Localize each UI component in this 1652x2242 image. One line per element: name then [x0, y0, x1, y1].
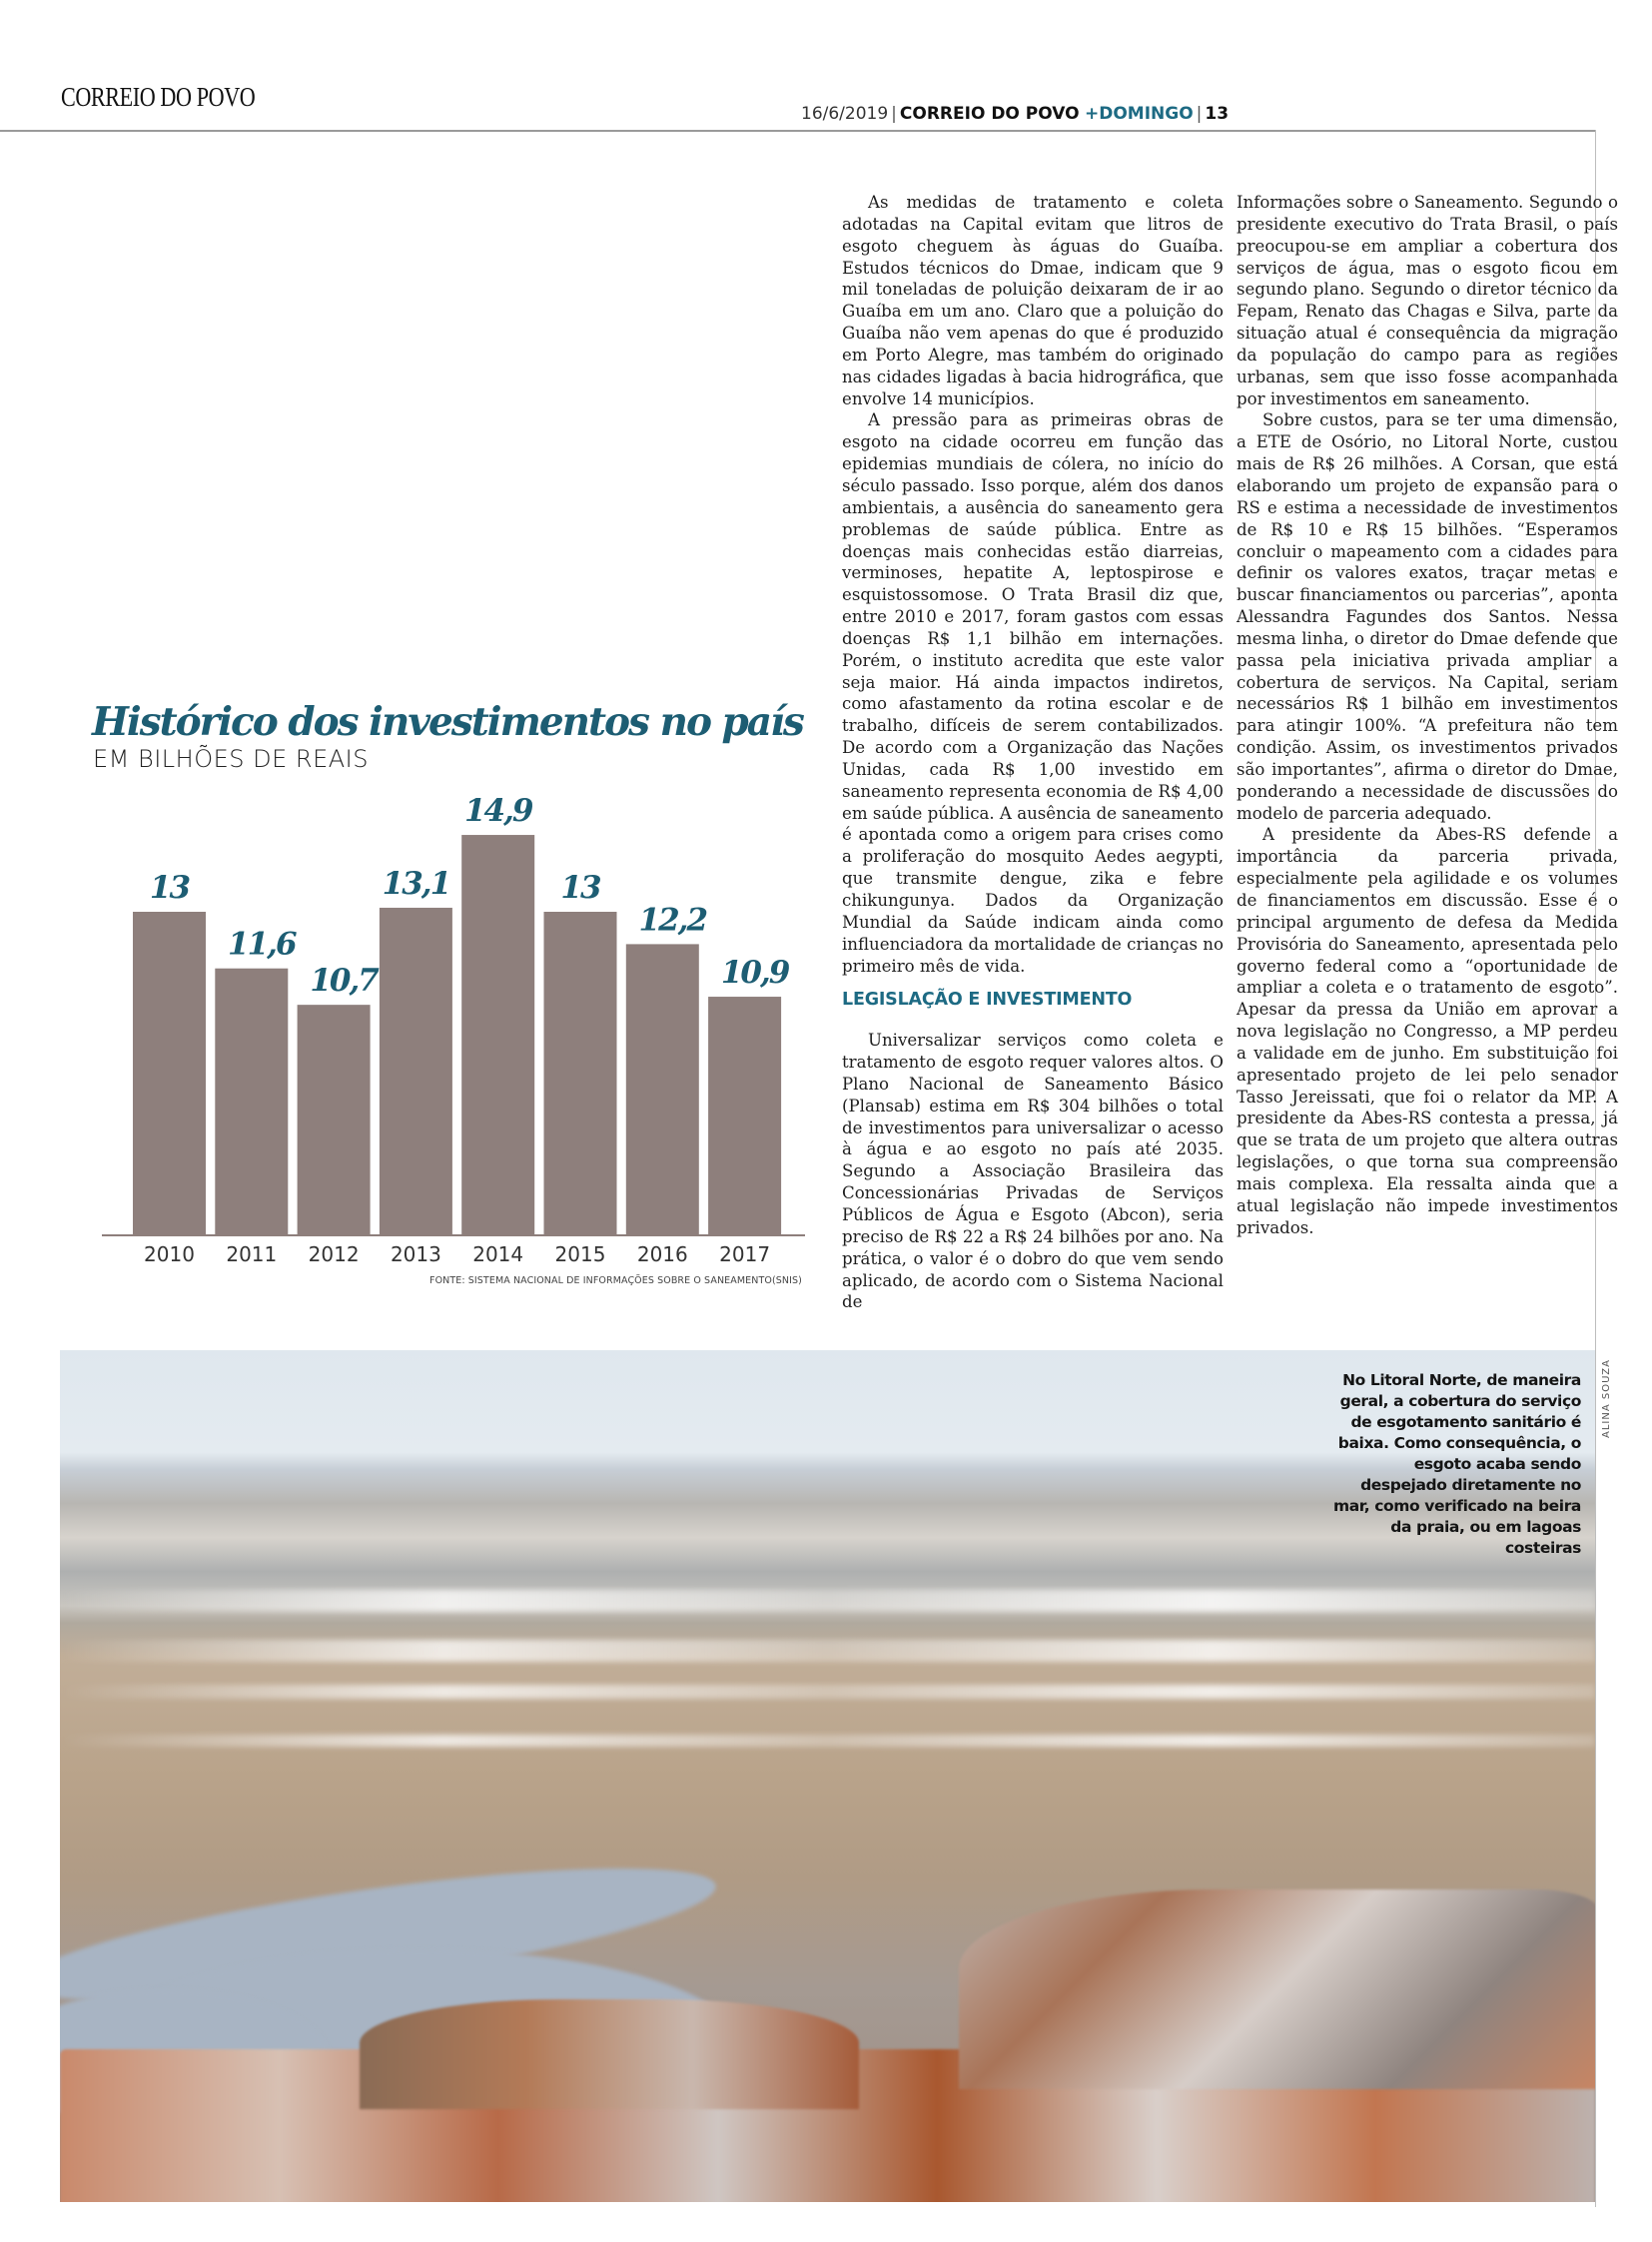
bar-2017 [708, 997, 781, 1235]
page-folio [801, 104, 1229, 124]
bar-value-label: 12,2 [638, 902, 707, 939]
bar-2013 [380, 908, 452, 1235]
bar-value-label: 13 [560, 870, 600, 906]
paragraph: Universalizar serviços como coleta e tratamento de esgoto requer valores altos. O Plano Nacional de Saneamento Básico (Plansab) estima em R$ 304 bilhões o total de investimentos para universalizar o acesso à água e ao esgoto no país até 2035. Segundo a Associação Brasileira das Concessionárias Privadas de Serviços Públicos de Água e Esgoto (Abcon), seria preciso de R$ 22 a R$ 24 bilhões por ano. Na prática, o valor é o dobro do que vem sendo aplicado, de acordo com o Sistema Nacional de [842, 1031, 1224, 1312]
investment-bar-chart [0, 0, 839, 1298]
folio-separator: | [891, 104, 897, 124]
folio-brand: CORREIO DO POVO [899, 104, 1080, 124]
photo-caption: No Litoral Norte, de maneira geral, a cobertura do serviço de esgotamento sanitário é baixa. Como consequência, o esgoto acaba sendo despejado diretamente no mar, como verificado na beira da praia, ou em lagoas costeiras [1332, 1371, 1581, 1557]
x-tick-label: 2015 [554, 1242, 606, 1266]
bar-2015 [544, 912, 617, 1235]
bar-2011 [215, 969, 288, 1235]
folio-separator-2: | [1196, 104, 1203, 124]
beach-photo [60, 1350, 1595, 2202]
paragraph: Sobre custos, para se ter uma dimensão, a ETE de Osório, no Litoral Norte, custou mais de R$ 26 milhões. A Corsan, que está elaborando um projeto de expansão para o RS e estima a necessidade de investimentos de R$ 10 e R$ 15 bilhões. “Esperamos concluir o mapeamento com a cidades para definir os valores exatos, traçar metas e buscar financiamentos ou parcerias”, aponta Alessandra Fagundes dos Santos. Nessa mesma linha, o diretor do Dmae defende que passa pela iniciativa privada ampliar a cobertura de serviços. Na Capital, seriam necessários R$ 1 bilhão em investimentos para atingir 100%. “A prefeitura não tem condição. Assim, os investimentos privados são importantes”, afirma o diretor do Dmae, ponderando a necessidade de discussões do modelo de parceria adequado. [1237, 410, 1618, 823]
article-column-2 [1237, 192, 1618, 1239]
x-tick-label: 2011 [226, 1242, 278, 1266]
x-tick-label: 2012 [308, 1242, 360, 1266]
paragraph: A presidente da Abes-RS defende a importância da parceria privada, especialmente pela agilidade e os volumes de financiamentos em discussão. Esse é o principal argumento de defesa da Medida Provisória do Saneamento, apresentada pelo governo federal como a “oportunidade de ampliar a coleta e o tratamento de esgoto”. Apesar da pressa da União em aprovar a nova legislação no Congresso, a MP perdeu a validade em de junho. Em substituição foi apresentado projeto de lei pelo senador Tasso Jereissati, que foi o relator da MP. A presidente da Abes-RS contesta a pressa, já que se trata de um projeto que altera outras legislações, o que torna sua compreensão mais complexa. Ela ressalta ainda que a atual legislação não impede investimentos privados. [1237, 825, 1618, 1237]
bar-value-label: 10,9 [720, 955, 789, 992]
issue-date: 16/6/2019 [801, 104, 889, 124]
masthead-logo: CORREIO DO POVO [61, 82, 256, 112]
bar-2010 [133, 912, 206, 1235]
photo-credit: ALINA SOUZA [1601, 1359, 1612, 1438]
folio-section: +DOMINGO [1084, 104, 1194, 124]
chart-subtitle: EM BILHÕES DE REAIS [93, 745, 369, 773]
section-heading: LEGISLAÇÃO E INVESTIMENTO [842, 990, 1133, 1011]
paragraph-continued: Informações sobre o Saneamento. Segundo o presidente executivo do Trata Brasil, o país preocupou-se em ampliar a cobertura dos serviços de água, mas o esgoto ficou em segundo plano. Segundo o diretor técnico da Fepam, Renato das Chagas e Silva, parte da situação atual é consequência da migração da população do campo para as regiões urbanas, sem que isso fosse acompanhada por investimentos em saneamento. [1237, 193, 1618, 408]
x-tick-label: 2016 [636, 1242, 688, 1266]
x-tick-label: 2010 [144, 1242, 195, 1266]
rubble-pile [959, 1889, 1595, 2089]
bar-value-label: 11,6 [228, 926, 296, 963]
wave-foam [60, 1640, 1595, 1662]
bar-value-label: 10,7 [310, 963, 378, 1000]
rubble-pile [360, 1999, 859, 2109]
bar-2012 [298, 1005, 371, 1235]
bar-2014 [461, 835, 534, 1235]
paragraph: As medidas de tratamento e coleta adotadas na Capital evitam que litros de esgoto cheguem às águas do Guaíba. Estudos técnicos do Dmae, indicam que 9 mil toneladas de poluição deixaram de ir ao Guaíba em um ano. Claro que a poluição do Guaíba não vem apenas do que é produzido em Porto Alegre, mas também do originado nas cidades ligadas à bacia hidrográfica, que envolve 14 municípios. [842, 193, 1224, 408]
bar-value-label: 14,9 [463, 793, 532, 830]
page-number: 13 [1205, 104, 1230, 124]
x-tick-label: 2013 [390, 1242, 441, 1266]
paragraph: A pressão para as primeiras obras de esgoto na cidade ocorreu em função das epidemias mundiais de cólera, no início do século passado. Isso porque, além dos danos ambientais, a ausência do saneamento gera problemas de saúde pública. Entre as doenças mais conhecidas estão diarreias, verminoses, hepatite A, leptospirose e esquistossomose. O Trata Brasil diz que, entre 2010 e 2017, foram gastos com essas doenças R$ 1,1 bilhão em internações. Porém, o instituto acredita que este valor seja maior. Há ainda impactos indiretos, como afastamento da rotina escolar e de trabalho, difíceis de serem contabilizados. De acordo com a Organização das Nações Unidas, cada R$ 1,00 investido em saneamento representa economia de R$ 4,00 em saúde pública. A ausência de saneamento é apontada como a origem para crises como a proliferação do mosquito Aedes aegypti, que transmite dengue, zika e febre chikungunya. Dados da Organização Mundial da Saúde indicam ainda como influenciadora da mortalidade de crianças no primeiro mês de vida. [842, 410, 1224, 976]
bar-2016 [626, 944, 699, 1235]
chart-title: Histórico dos investimentos no país [92, 699, 803, 745]
article-column-1 [842, 192, 1224, 1313]
wave-foam [60, 1735, 1595, 1747]
wave-foam [60, 1590, 1595, 1612]
wave-foam [60, 1685, 1595, 1699]
x-tick-label: 2017 [719, 1242, 771, 1266]
bar-value-label: 13,1 [382, 865, 450, 902]
bar-value-label: 13 [149, 870, 190, 906]
chart-source: FONTE: SISTEMA NACIONAL DE INFORMAÇÕES SOBRE O SANEAMENTO(SNIS) [429, 1275, 802, 1286]
x-tick-label: 2014 [472, 1242, 524, 1266]
